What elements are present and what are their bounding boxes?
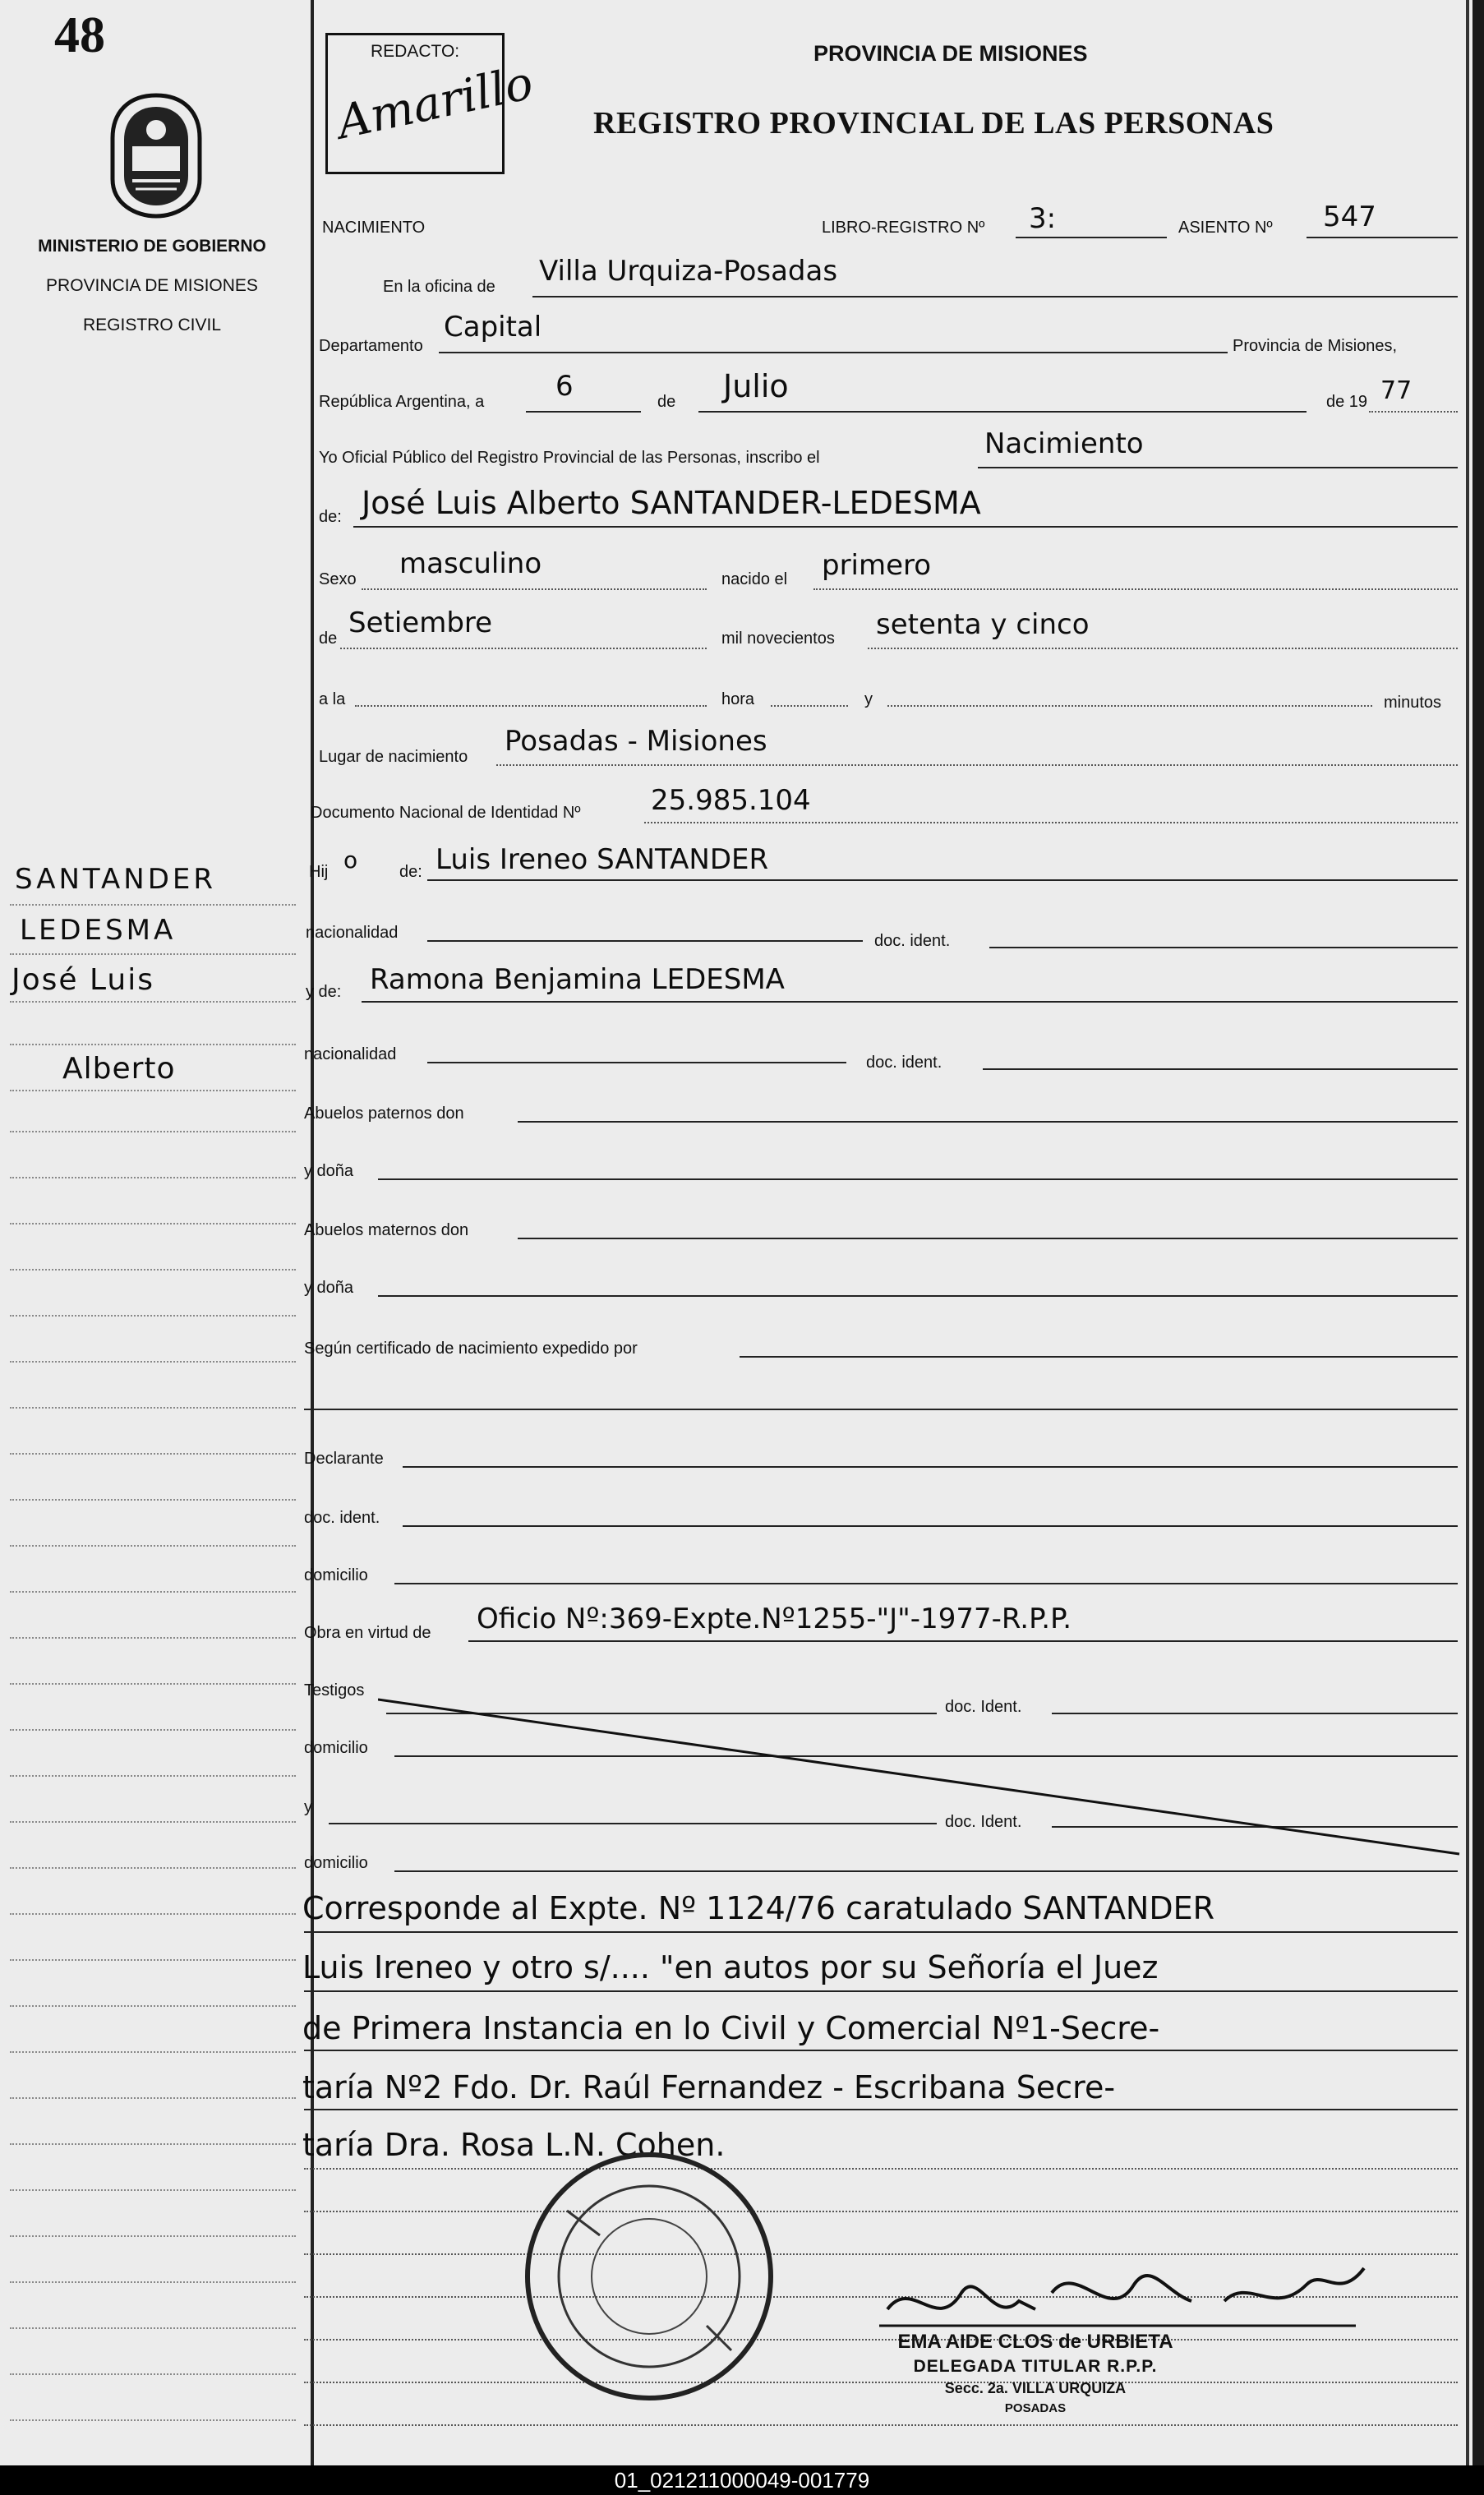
domicilio2-label: domicilio: [304, 1739, 368, 1757]
dni-value: 25.985.104: [651, 784, 811, 817]
mes-nac-value: Setiembre: [348, 606, 493, 639]
anio-nac-value: setenta y cinco: [876, 608, 1090, 641]
libro-label: LIBRO-REGISTRO Nº: [822, 219, 985, 237]
lugar-value: Posadas - Misiones: [505, 725, 767, 758]
madre-value: Ramona Benjamina LEDESMA: [370, 963, 785, 996]
signer-city: POSADAS: [1004, 2401, 1067, 2415]
hij-label: Hij: [309, 863, 329, 881]
hora-label: hora: [721, 690, 755, 708]
obra-value: Oficio Nº:369-Expte.Nº1255-"J"-1977-R.P.P.: [477, 1603, 1072, 1635]
doc-ident-label: doc. ident.: [874, 932, 951, 950]
official-stamp-icon: [518, 2145, 781, 2408]
signer-section: Secc. 2a. VILLA URQUIZA: [944, 2380, 1127, 2396]
hij-value: o: [343, 846, 358, 874]
mes-value: Julio: [723, 368, 789, 404]
ministry-name: MINISTERIO DE GOBIERNO: [38, 237, 266, 256]
provincia-label: Provincia de Misiones,: [1233, 337, 1398, 355]
padre-value: Luis Ireneo SANTANDER: [436, 843, 769, 876]
dia-value: 6: [555, 370, 574, 403]
declarante-label: Declarante: [304, 1450, 384, 1468]
de-label: de: [657, 393, 676, 411]
certificado-label: Según certificado de nacimiento expedido por: [304, 1340, 638, 1358]
note-line-5: taría Dra. Rosa L.N. Cohen.: [302, 2127, 726, 2163]
asiento-value: 547: [1323, 201, 1376, 233]
redacto-label: REDACTO:: [371, 42, 460, 61]
folio-number: 48: [54, 7, 105, 63]
ministry-province: PROVINCIA DE MISIONES: [46, 276, 258, 295]
departamento-label: Departamento: [319, 337, 423, 355]
nacionalidad2-label: nacionalidad: [304, 1045, 397, 1063]
year-value: 77: [1380, 376, 1413, 405]
signature-scribble: [879, 2244, 1372, 2342]
oficial-label: Yo Oficial Público del Registro Provincial de las Personas, inscribo el: [319, 449, 820, 467]
doc-ident5-label: doc. Ident.: [945, 1813, 1022, 1831]
departamento-value: Capital: [444, 311, 542, 344]
dni-label: Documento Nacional de Identidad Nº: [311, 804, 581, 822]
domicilio1-label: domicilio: [304, 1566, 368, 1584]
nacido-value: primero: [822, 549, 932, 582]
province-heading: PROVINCIA DE MISIONES: [813, 41, 1088, 66]
yde-label: y de:: [306, 983, 342, 1001]
domicilio3-label: domicilio: [304, 1854, 368, 1872]
coat-of-arms-seal-icon: [103, 89, 210, 220]
y-label: y: [864, 690, 873, 708]
ydona1-label: y doña: [304, 1162, 354, 1180]
de-year-label: de 19: [1326, 393, 1368, 411]
oficina-value: Villa Urquiza-Posadas: [539, 255, 838, 288]
margin-given-2: Alberto: [62, 1052, 176, 1086]
minutos-label: minutos: [1384, 694, 1442, 712]
doc-ident2-label: doc. ident.: [866, 1054, 942, 1072]
signer-name: EMA AIDE CLOS de URBIETA: [897, 2331, 1173, 2353]
tipo-value: Nacimiento: [984, 427, 1144, 460]
sexo-label: Sexo: [319, 570, 357, 588]
left-margin: [0, 0, 314, 2465]
redacto-value: Amarillo: [332, 56, 538, 150]
lugar-label: Lugar de nacimiento: [319, 748, 468, 766]
note-line-4: taría Nº2 Fdo. Dr. Raúl Fernandez - Escribana Secre-: [302, 2069, 1116, 2105]
doc-ident3-label: doc. ident.: [304, 1509, 380, 1527]
signer-title: DELEGADA TITULAR R.P.P.: [913, 2357, 1158, 2376]
testigos-label: Testigos: [304, 1681, 365, 1699]
testigos-strike-line: [378, 1693, 1463, 1857]
redacto-box: [325, 33, 538, 174]
abuelos-pat-label: Abuelos paternos don: [304, 1105, 464, 1123]
asiento-label: ASIENTO Nº: [1178, 219, 1273, 237]
de-padre-label: de:: [399, 863, 422, 881]
nacido-label: nacido el: [721, 570, 788, 588]
mil-label: mil novecientos: [721, 630, 835, 648]
de-nombre-label: de:: [319, 508, 342, 526]
right-border: [1466, 0, 1469, 2465]
note-line-2: Luis Ireneo y otro s/.... "en autos por su Señoría el Juez: [302, 1949, 1159, 1985]
ala-label: a la: [319, 690, 346, 708]
note-line-3: de Primera Instancia en lo Civil y Comercial Nº1-Secre-: [302, 2010, 1160, 2046]
nacionalidad-label: nacionalidad: [306, 924, 399, 942]
margin-surname-1: SANTANDER: [15, 863, 217, 896]
ydona2-label: y doña: [304, 1279, 354, 1297]
doc-ident4-label: doc. Ident.: [945, 1698, 1022, 1716]
ministry-registry: REGISTRO CIVIL: [82, 316, 222, 334]
nacimiento-label: NACIMIENTO: [322, 219, 426, 237]
republica-label: República Argentina, a: [319, 393, 485, 411]
image-footer: 01_021211000049-001779: [0, 2465, 1484, 2495]
abuelos-mat-label: Abuelos maternos don: [304, 1221, 469, 1239]
note-line-1: Corresponde al Expte. Nº 1124/76 caratulado SANTANDER: [302, 1890, 1215, 1926]
oficina-label: En la oficina de: [383, 278, 495, 296]
nombre-value: José Luis Alberto SANTANDER-LEDESMA: [362, 485, 981, 521]
obra-label: Obra en virtud de: [304, 1624, 431, 1642]
sexo-value: masculino: [399, 547, 542, 580]
de-mes-label: de: [319, 630, 338, 648]
margin-given-1: José Luis: [12, 963, 154, 997]
registry-heading: REGISTRO PROVINCIAL DE LAS PERSONAS: [593, 106, 1274, 141]
y2-label: y: [304, 1798, 312, 1816]
libro-value: 3:: [1029, 202, 1057, 235]
margin-surname-2: LEDESMA: [20, 914, 177, 947]
